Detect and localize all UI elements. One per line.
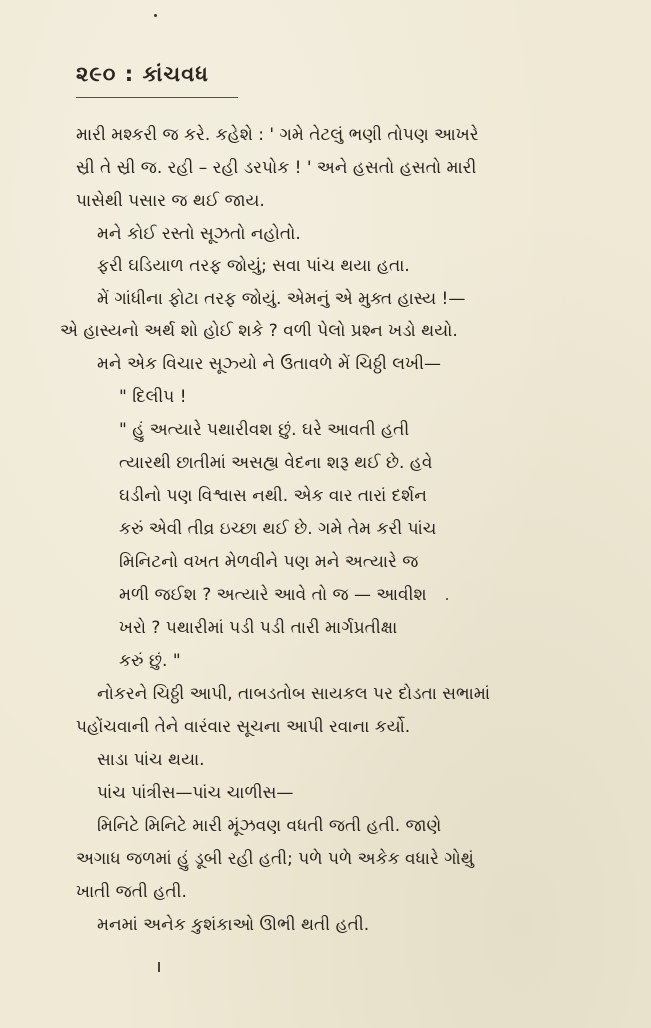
letter-line: ખરો ? પથારીમાં પડી પડી તારી માર્ગપ્રતીક્ષા [119,618,398,638]
bottom-ink-mark [158,962,160,972]
text-line: ફરી ઘડિયાળ તરફ જોયું; સવા પાંચ થયા હતા. [97,256,410,276]
letter-line: ઘડીનો પણ વિશ્વાસ નથી. એક વાર તારાં દર્શન [119,486,427,506]
text-line: સ્રી તે સ્રી જ. રહી – રહી ડરપોક ! ' અને હસતો હસતો મારી [76,158,477,178]
letter-line: મિનિટનો વખત મેળવીને પણ મને અત્યારે જ [119,552,419,572]
letter-line: કરું એવી તીવ્ર ઇચ્છા થઈ છે. ગમે તેમ કરી પાંચ [119,519,437,539]
text-line: મેં ગાંધીના ફોટા તરફ જોયું. એમનું એ મુક્ત હાસ્ય !— [97,289,466,309]
text-line: એ હાસ્યનો અર્થ શો હોઈ શકે ? વળી પેલો પ્રશ્ન ખડો થયો. [60,321,458,341]
text-line: મારી મશ્કરી જ કરે. કહેશે : ' ગમે તેટલું ભણી તોપણ આખરે [76,125,479,145]
bottom-ink-speck [446,598,448,600]
text-line: મનમાં અનેક કુશંકાઓ ઊભી થતી હતી. [97,915,370,935]
running-header [76,62,209,87]
text-line: સાડા પાંચ થયા. [97,750,205,770]
text-line: પહોંચવાની તેને વારંવાર સૂચના આપી રવાના કર્યો. [76,717,411,737]
text-line: ખાતી જતી હતી. [76,882,187,902]
text-line: નોકરને ચિઠ્ઠી આપી, તાબડતોબ સાયકલ પર દોડતા સભામાં [97,684,490,704]
text-line: મિનિટે મિનિટે મારી મૂંઝવણ વધતી જતી હતી. જાણે [97,816,442,836]
header-separator: : [124,62,135,86]
letter-line: " હું અત્યારે પથારીવશ છું. ઘરે આવતી હતી [119,420,410,440]
book-title: કાંચવધ [142,62,209,86]
text-line: પાસેથી પસાર જ થઈ જાય. [76,191,265,211]
text-line: મને એક વિચાર સૂઝ્યો ને ઉતાવળે મેં ચિઠ્ઠી લખી— [97,354,441,374]
top-ink-speck [154,14,157,17]
letter-line: કરું છું. " [119,651,181,671]
text-line: મને કોઈ રસ્તો સૂઝતો નહોતો. [97,224,301,244]
text-line: પાંચ પાંત્રીસ—પાંચ ચાળીસ— [97,783,294,803]
text-line: અગાધ જળમાં હું ડૂબી રહી હતી; પળે પળે અકેક વધારે ગોથું [76,849,474,869]
letter-salutation: " દિલીપ ! [119,387,187,407]
letter-line: ત્યારથી છાતીમાં અસહ્ય વેદના શરૂ થઈ છે. હવે [119,453,433,473]
page-number: ૨૯૦ [76,62,117,86]
letter-line: મળી જઈશ ? અત્યારે આવે તો જ — આવીશ [119,585,427,605]
header-underline [76,97,238,98]
